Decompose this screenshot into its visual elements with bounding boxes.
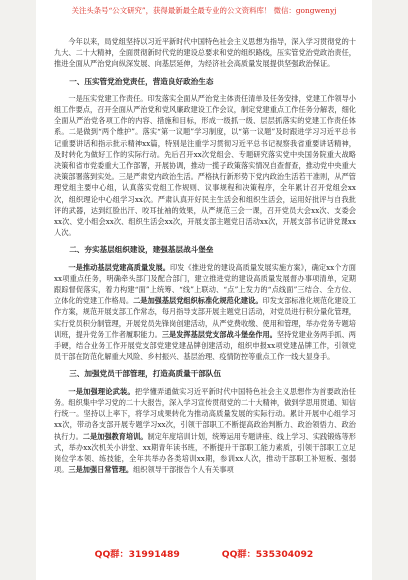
section-3-lead-1: 一是加强理论武装。 <box>68 386 135 396</box>
section-3-lead-3: 三是加强日常管理。 <box>68 465 134 475</box>
section-2-text-1: 印发《推进党的建设高质量发展实施方案》，确定xx个方面xx项重点任务，明确牵头部门及配合部门，建立推进党的建设高质量发展督办事项清单，定期跟踪督促落实，着力构建“面”上统筹、“线”上联动、“点”上发力的“点线面”三结合、全方位、立体化的党建工作格局。 <box>54 262 356 306</box>
section-2-text-2: 印发支部标准化规范化建设工作方案，规范开展支部工作常态，每月指导支部开展主题党日活动，对党员进行积分量化管理，实行党员积分制管理，开展党员先锋岗创建活动，从严党费收缴、使用和管理，举办党务专题培训班，提升党务工作者履职能力。 <box>54 296 356 339</box>
document-body <box>54 36 356 476</box>
document-page <box>36 0 372 580</box>
section-2-text-3: 坚持党建业务两手抓、两手硬，结合业务工作开展党支部党建党建品牌创建活动，组织申报xx项党建品牌工作，引领党员干部在防范化解重大风险、乡村振兴、基层治理、疫情防控等重点工作一线大显身手。 <box>54 329 356 362</box>
qq-footer <box>36 546 372 562</box>
section-2-paragraph <box>54 262 356 363</box>
promo-banner: 关注头条号“公文研究”，获得最新最全最专业的公文资料库！ 微信：gongwenyj <box>71 6 337 15</box>
intro-paragraph: 今年以来，局党组坚持以习近平新时代中国特色社会主义思想为指导，深入学习贯彻党的十九大、二十大精神，全面贯彻新时代党的建设总要求和党的组织路线，压实管党治党政治责任，推进全面从严治党向纵深发展、向基层延伸，为经济社会高质量发展提供坚强政治保证。 <box>54 37 356 69</box>
section-3-paragraph <box>54 386 356 476</box>
qq-group-2: QQ群：535304092 <box>221 549 314 560</box>
section-2-lead-3: 三是发挥基层党支部战斗堡垒作用。 <box>161 329 277 339</box>
section-3-text-3: 组织领导干部报告个人有关事项 <box>133 465 234 475</box>
section-3-heading: 三、加强党员干部管理，打造高质量干部队伍 <box>69 369 222 379</box>
section-2-lead-2: 二是加强基层党组织标准化规范化建设。 <box>133 296 263 306</box>
qq-group-1: QQ群：31991489 <box>94 549 180 560</box>
section-3-text-2: 制定年度培训计划，统筹运用专题讲座、线上学习、实践锻炼等形式，举办xx次机关小讲堂、xx期青年读书班，不断提升干部职工能力素质，引领干部职工立足岗位学本领、练技能，全年共举办各类培训xx期，参训xx人次，推动干部职工补短板、强弱项。 <box>54 431 356 475</box>
section-3-lead-2: 二是加强教育培训。 <box>82 431 148 441</box>
section-3-text-1: 把学懂弄通做实习近平新时代中国特色社会主义思想作为首要政治任务。组织集中学习党的二十大报告，深入学习宣传贯彻党的二十大精神，做到学思用贯通、知信行统一。坚持以上率下，将学习成果转化为推动高质量发展的实际行动。累计开展中心组学习xx次，带动各支部开展专题学习xx次，引领干部职工不断提高政治判断力、政治领悟力、政治执行力。 <box>54 386 356 441</box>
section-2-heading: 二、夯实基层组织建设，建强基层战斗堡垒 <box>69 245 214 255</box>
section-2-lead-1: 一是推动基层党建高质量发展。 <box>68 262 171 272</box>
section-1-paragraph: 一是压实党建工作责任。印发落实全面从严治党主体责任清单及任务安排，党建工作领导小组工作要点，召开全面从严治党和党风廉政建设工作会议，制定党建重点工作任务分解表，细化全面从严治党各项工作的内容、措施和目标，形成一级抓一级、层层抓落实的党建工作责任体系。二是做到“两个维护”。落实“第一议题”学习制度，以“第一议题”及时跟进学习习近平总书记重要讲话和指示批示精神xx篇，特别是注重学习贯彻习近平总书记视察我省重要讲话精神，及时转化为做好工作的实际行动。先后召开xx次党组会、专题研究落实党中央国务院重大战略决策和省市党委重大工作部署，开展协调，推动一揽子政策落实情况自查督查，推动党中央重大决策部署落到实处。三是严肃党内政治生活。严格执行新形势下党内政治生活若干准则，从严管理党组主要中心组，认真落实党组工作规则、议事规程和决策程序，全年累计召开党组会xx次，组织理论中心组学习xx次。严肃认真开好民主生活会和组织生活会，运用好批评与自我批评的武器，达到红脸出汗、咬耳扯袖的效果，从严规范三会一课，召开党员大会xx次、支委会xx次、党小组会xx次、组织生活会xx次，开展支部主题党日活动xx次，开展支部书记讲党课xx人次。 <box>54 93 356 238</box>
section-1-heading: 一、压实管党治党责任，营造良好政治生态 <box>69 76 214 86</box>
